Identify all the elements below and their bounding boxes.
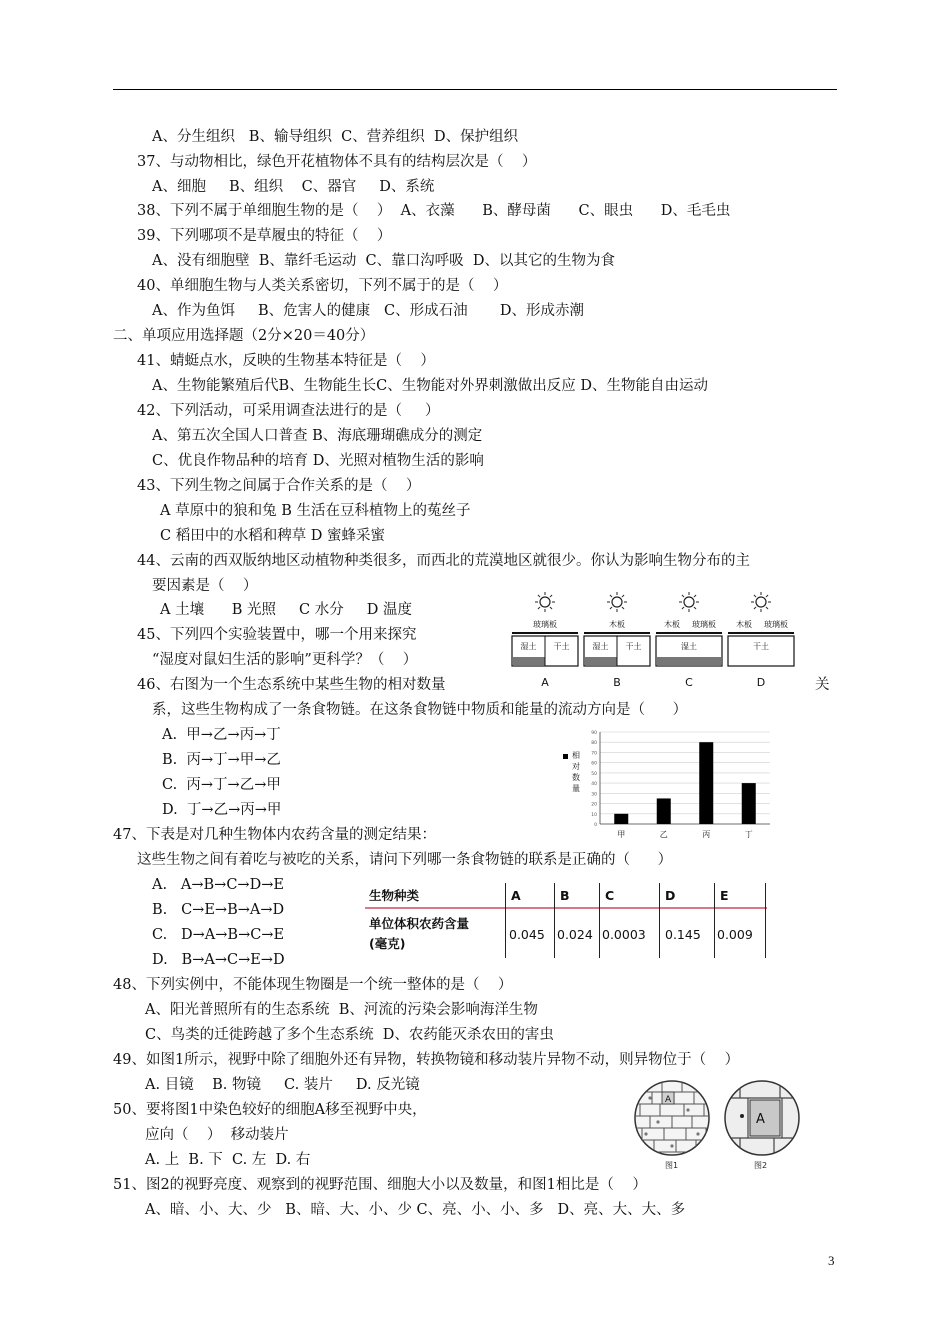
q41-stem: 41、蜻蜓点水，反映的生物基本特征是（ ）	[137, 353, 435, 369]
q47-option-a: A. A→B→C→D→E	[152, 877, 284, 893]
q49-stem: 49、如图1所示，视野中除了细胞外还有异物，转换物镜和移动装片异物不动，则异物位于（ ）	[113, 1052, 740, 1068]
q48-stem: 48、下列实例中，不能体现生物圈是一个统一整体的是（ ）	[113, 977, 513, 993]
q46-option-b: B. 丙→丁→甲→乙	[162, 752, 281, 768]
table-header-label: 生物种类	[369, 888, 420, 903]
q43-options-ab: A 草原中的狼和兔 B 生活在豆科植物上的菟丝子	[160, 503, 471, 519]
sun-icon	[751, 592, 771, 612]
q46-option-c: C. 丙→丁→乙→甲	[162, 777, 281, 793]
table-value-e: 0.009	[717, 927, 753, 942]
setup-soil-label: 干土	[625, 642, 642, 651]
setup-box	[728, 636, 794, 666]
chart-y-tick: 30	[591, 792, 597, 798]
q39-options: A、没有细胞壁 B、靠纤毛运动 C、靠口沟呼吸 D、以其它的生物为食	[152, 253, 615, 269]
q47-option-c: C. D→A→B→C→E	[152, 927, 285, 943]
chart-x-tick: 丙	[702, 830, 711, 839]
q48-options-cd: C、鸟类的迁徙跨越了多个生态系统 D、农药能灭杀农田的害虫	[145, 1027, 554, 1043]
table-value-c: 0.0003	[602, 927, 646, 942]
q51-stem: 51、图2的视野亮度、观察到的视野范围、细胞大小以及数量，和图1相比是（ ）	[113, 1177, 647, 1193]
chart-y-label: 相	[572, 751, 580, 760]
table-col-b: B	[560, 888, 570, 903]
q38: 38、下列不属于单细胞生物的是（ ） A、衣藻 B、酵母菌 C、眼虫 D、毛毛虫	[137, 203, 731, 219]
table-col-c: C	[605, 888, 615, 903]
figure-2-cell-label: A	[756, 1112, 765, 1127]
q46-option-a: A. 甲→乙→丙→丁	[162, 727, 281, 743]
setup-wet-soil	[657, 657, 721, 665]
q45-stem-cont: “湿度对鼠妇生活的影响”更科学？（ ）	[152, 652, 418, 668]
q50-options: A. 上 B. 下 C. 左 D. 右	[145, 1152, 311, 1168]
chart-bar	[657, 798, 671, 824]
q47-option-b: B. C→E→B→A→D	[152, 902, 285, 918]
setup-top-label: 木板	[609, 620, 625, 629]
setup-soil-label: 干土	[553, 642, 570, 651]
table-col-e: E	[720, 888, 729, 903]
table-col-a: A	[511, 888, 521, 903]
figure-1-cell-label: A	[665, 1095, 672, 1105]
table-col-d: D	[665, 888, 676, 903]
chart-y-tick: 70	[591, 751, 597, 757]
setup-soil-label: 湿土	[681, 642, 697, 651]
setup-soil-label: 干土	[753, 642, 769, 651]
figure-2-label: 图2	[754, 1161, 768, 1170]
q44-options: A 土壤 B 光照 C 水分 D 温度	[160, 602, 413, 618]
chart-y-tick: 0	[594, 823, 597, 828]
setup-wet-soil	[513, 657, 545, 665]
setup-top-label: 玻璃板	[692, 620, 716, 629]
setup-top-label: 玻璃板	[764, 620, 788, 629]
setup-soil-label: 湿土	[520, 642, 537, 651]
chart-y-label: 量	[572, 784, 580, 793]
chart-y-tick: 10	[591, 812, 597, 818]
q46-stem-tail: 关	[815, 677, 830, 693]
q37-options: A、细胞 B、组织 C、器官 D、系统	[152, 179, 435, 195]
microscope-figures	[632, 1080, 804, 1172]
figure-1-field	[632, 1080, 712, 1155]
chart-y-label: 对	[572, 762, 580, 771]
table-value-d: 0.145	[665, 927, 701, 942]
chart-bar	[742, 783, 756, 824]
q47-option-d: D. B→A→C→E→D	[152, 952, 285, 968]
q41-options: A、生物能繁殖后代B、生物能生长C、生物能对外界刺激做出反应 D、生物能自由运动	[152, 378, 708, 394]
figure-1-label: 图1	[665, 1161, 679, 1170]
setup-top-label: 木板	[736, 620, 752, 629]
chart-x-tick: 丁	[744, 830, 753, 839]
q42-options-cd: C、优良作物品种的培育 D、光照对植物生活的影响	[152, 453, 484, 469]
setup-top-label: 木板	[664, 620, 680, 629]
q50-stem-cont: 应向（ ） 移动装片	[145, 1127, 289, 1143]
q46-option-d: D. 丁→乙→丙→甲	[162, 802, 282, 818]
sun-icon	[607, 592, 627, 612]
header-rule	[113, 89, 837, 90]
chart-y-tick: 60	[591, 761, 597, 767]
chart-y-tick: 50	[591, 771, 597, 777]
q40-options: A、作为鱼饵 B、危害人的健康 C、形成石油 D、形成赤潮	[152, 303, 584, 319]
q44-stem: 44、云南的西双版纳地区动植物种类很多，而西北的荒漠地区就很少。你认为影响生物分布的主	[137, 553, 750, 569]
chart-bar	[614, 814, 628, 824]
pesticide-table	[365, 883, 767, 958]
q50-stem: 50、要将图1中染色较好的细胞A移至视野中央，	[113, 1102, 427, 1118]
q46-stem-cont: 系，这些生物构成了一条食物链。在这条食物链中物质和能量的流动方向是（ ）	[152, 702, 688, 718]
setup-letter: D	[756, 676, 766, 689]
q46-stem: 46、右图为一个生态系统中某些生物的相对数量	[137, 677, 446, 693]
q49-options: A. 目镜 B. 物镜 C. 装片 D. 反光镜	[145, 1077, 420, 1093]
q42-options-ab: A、第五次全国人口普查 B、海底珊瑚礁成分的测定	[152, 428, 483, 444]
q43-options-cd: C 稻田中的水稻和稗草 D 蜜蜂采蜜	[160, 528, 386, 544]
q42-stem: 42、下列活动，可采用调查法进行的是（ ）	[137, 403, 440, 419]
setup-letter: A	[541, 676, 549, 689]
section-heading: 二、单项应用选择题（2分×20＝40分）	[113, 328, 375, 344]
q36-options: A、分生组织 B、输导组织 C、营养组织 D、保护组织	[152, 129, 519, 145]
setup-letter: C	[685, 676, 693, 689]
chart-bar	[699, 742, 713, 824]
chart-legend-swatch	[563, 754, 568, 759]
setup-wet-soil	[585, 657, 617, 665]
q48-options-ab: A、阳光普照所有的生态系统 B、河流的污染会影响海洋生物	[145, 1002, 538, 1018]
q45-stem: 45、下列四个实验装置中，哪一个用来探究	[137, 627, 417, 643]
table-value-a: 0.045	[509, 927, 545, 942]
sun-icon	[535, 592, 555, 612]
table-row-label: 单位体积农药含量	[369, 916, 470, 931]
setup-letter: B	[613, 676, 621, 689]
chart-y-tick: 90	[591, 731, 597, 736]
chart-x-tick: 乙	[659, 830, 668, 839]
q47-stem: 47、下表是对几种生物体内农药含量的测定结果：	[113, 827, 436, 843]
sun-icon	[679, 592, 699, 612]
q43-stem: 43、下列生物之间属于合作关系的是（ ）	[137, 478, 421, 494]
q37-stem: 37、与动物相比，绿色开花植物体不具有的结构层次是（ ）	[137, 154, 537, 170]
food-chain-bar-chart	[558, 728, 778, 846]
setup-figure	[508, 588, 798, 692]
q51-options: A、暗、小、大、少 B、暗、大、小、少 C、亮、小、小、多 D、亮、大、大、多	[145, 1202, 686, 1218]
setup-top-label: 玻璃板	[533, 620, 557, 629]
chart-y-label: 数	[572, 773, 580, 782]
chart-y-tick: 20	[591, 802, 597, 808]
table-row-unit: (毫克)	[369, 936, 406, 951]
page-number: 3	[828, 1253, 835, 1268]
chart-y-tick: 80	[591, 741, 597, 747]
q47-stem-cont: 这些生物之间有着吃与被吃的关系，请问下列哪一条食物链的联系是正确的（ ）	[137, 852, 673, 868]
chart-y-tick: 40	[591, 782, 597, 788]
q40-stem: 40、单细胞生物与人类关系密切，下列不属于的是（ ）	[137, 278, 508, 294]
setup-soil-label: 湿土	[592, 642, 609, 651]
q39-stem: 39、下列哪项不是草履虫的特征（ ）	[137, 228, 392, 244]
chart-x-tick: 甲	[617, 830, 626, 839]
table-value-b: 0.024	[557, 927, 593, 942]
q44-stem-cont: 要因素是（ ）	[152, 578, 258, 594]
